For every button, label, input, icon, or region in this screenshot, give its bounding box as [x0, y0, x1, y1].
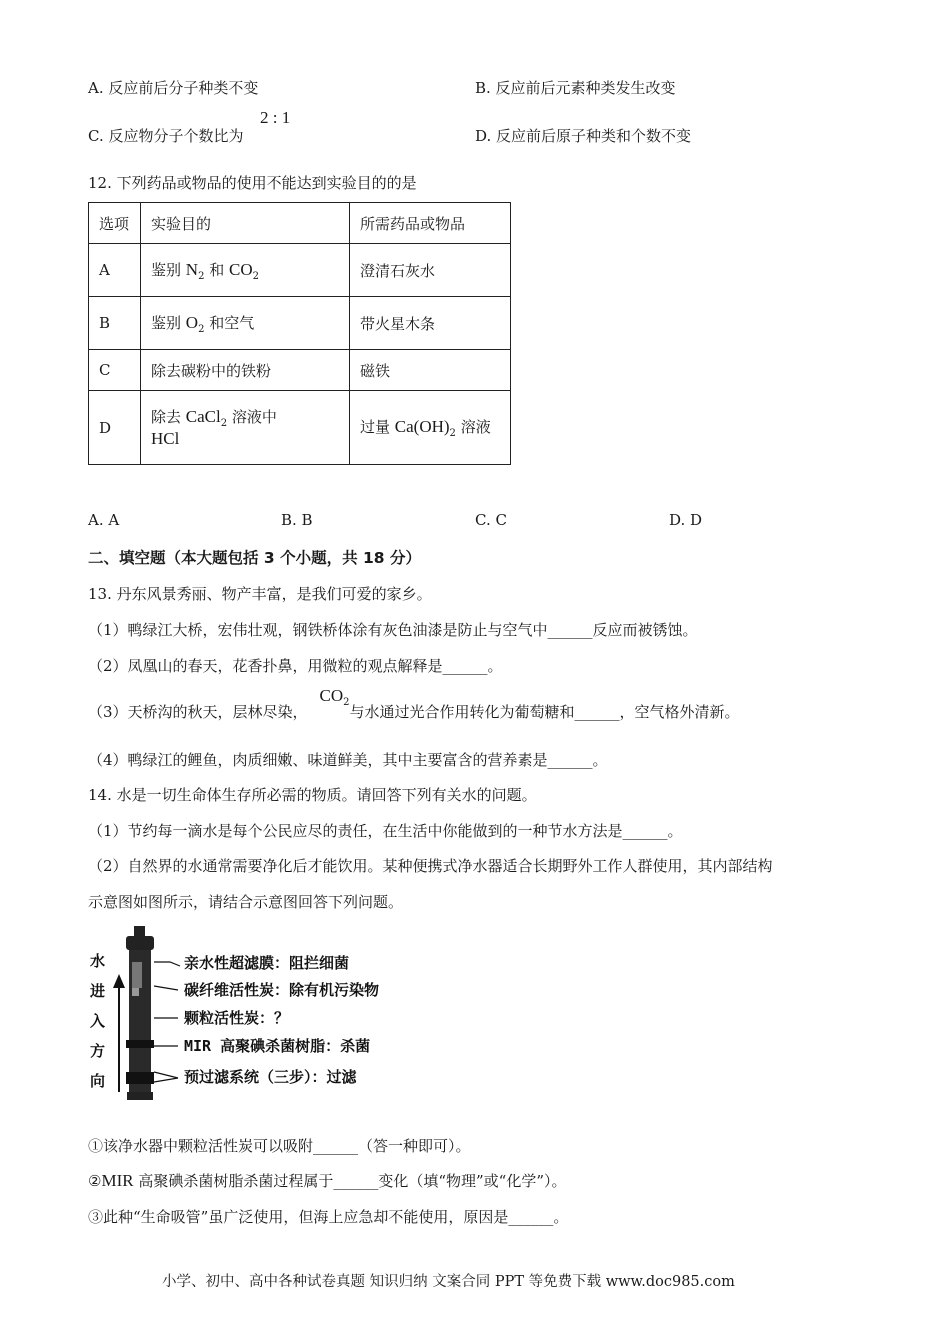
- text: 鉴别: [151, 313, 186, 332]
- q11-option-a: A. 反应前后分子种类不变: [88, 79, 259, 97]
- row-purpose: [141, 297, 350, 350]
- formula: N: [185, 259, 199, 279]
- table-row: [89, 350, 511, 391]
- q14-c2: [88, 1170, 567, 1191]
- label-carbon-fiber: 碳纤维活性炭：除有机污染物: [184, 981, 380, 999]
- label-mir-resin: MIR 高聚碘杀菌树脂：杀菌: [184, 1037, 371, 1055]
- formula: Ca(OH): [394, 417, 450, 436]
- side-char: 方: [90, 1042, 106, 1060]
- q14-c3: ③此种“生命吸管”虽广泛使用，但海上应急却不能使用，原因是______。: [88, 1208, 569, 1226]
- formula: CO: [319, 686, 344, 705]
- text: 溶液: [455, 418, 491, 436]
- page-footer: 小学、初中、高中各种试卷真题 知识归纳 文案合同 PPT 等免费下载 www.doc985.com: [162, 1274, 735, 1290]
- row-option: D: [89, 391, 141, 465]
- table-row: [89, 297, 511, 350]
- text: 与水通过光合作用转化为葡萄糖和______，空气格外清新。: [349, 703, 740, 721]
- subscript: 2: [198, 323, 205, 335]
- side-char: 水: [90, 952, 106, 970]
- subscript: 2: [198, 270, 205, 282]
- q11-option-c-ratio: 2 : 1: [260, 108, 291, 127]
- q13-sub3: [88, 686, 740, 724]
- row-purpose: [141, 244, 350, 297]
- text: 溶液中: [227, 408, 277, 426]
- text: 高聚碘杀菌树脂杀菌过程属于______变化（填“物理”或“化学”）。: [133, 1172, 567, 1190]
- q14-c1: ①该净水器中颗粒活性炭可以吸附______（答一种即可）。: [88, 1137, 471, 1155]
- side-char: 向: [90, 1072, 106, 1090]
- q13-sub1: （1）鸭绿江大桥，宏伟壮观，钢铁桥体涂有灰色油漆是防止与空气中______反应而被锈蚀。: [88, 621, 698, 639]
- text: 和空气: [204, 313, 255, 332]
- q11-option-c: C. 反应物分子个数比为: [88, 127, 244, 145]
- q11-option-b: B. 反应前后元素种类发生改变: [475, 79, 676, 97]
- answer-option-d: D. D: [669, 511, 703, 529]
- row-purpose: [141, 391, 350, 465]
- row-purpose: 除去碳粉中的铁粉: [141, 350, 350, 391]
- text: （3）天桥沟的秋天，层林尽染，: [88, 703, 308, 721]
- answer-option-c: C. C: [475, 511, 507, 529]
- q13-sub4: （4）鸭绿江的鲤鱼，肉质细嫩、味道鲜美，其中主要富含的营养素是______。: [88, 751, 608, 769]
- answer-option-b: B. B: [281, 511, 313, 529]
- label-ultrafiltration: 亲水性超滤膜：阻拦细菌: [184, 954, 350, 972]
- row-item: 澄清石灰水: [350, 244, 511, 297]
- formula: O: [185, 312, 199, 332]
- subscript: 2: [343, 697, 350, 708]
- section-title: 二、填空题（本大题包括 3 个小题，共 18 分）: [88, 549, 421, 567]
- text: ②: [88, 1172, 102, 1190]
- label-pointers: [154, 962, 180, 1082]
- formula: CaCl: [185, 407, 221, 426]
- header-item: 所需药品或物品: [350, 203, 511, 244]
- subscript: 2: [220, 418, 228, 429]
- text: 和: [204, 260, 229, 279]
- label-prefilter: 预过滤系统（三步）：过滤: [184, 1068, 357, 1086]
- row-option: A: [89, 244, 141, 297]
- row-item: 带火星木条: [350, 297, 511, 350]
- table-header-row: [89, 203, 511, 244]
- row-item: 磁铁: [350, 350, 511, 391]
- q11-option-d: D. 反应前后原子种类和个数不变: [475, 127, 692, 145]
- q14-sub2-line2: 示意图如图所示，请结合示意图回答下列问题。: [88, 893, 404, 911]
- up-arrow-icon: [113, 974, 125, 1092]
- q12-stem: 12. 下列药品或物品的使用不能达到实验目的的是: [88, 174, 417, 192]
- text: 鉴别: [151, 260, 186, 279]
- q14-stem: 14. 水是一切生命体生存所必需的物质。请回答下列有关水的问题。: [88, 786, 537, 804]
- header-option: 选项: [89, 203, 141, 244]
- formula: CO: [228, 259, 253, 279]
- label-granular-carbon: 颗粒活性炭：？: [184, 1009, 290, 1027]
- filter-tube: [126, 926, 154, 1100]
- text: 除去: [151, 408, 186, 426]
- header-purpose: 实验目的: [141, 203, 350, 244]
- q13-stem: 13. 丹东风景秀丽、物产丰富，是我们可爱的家乡。: [88, 585, 432, 603]
- table-row: [89, 391, 511, 465]
- q13-sub2: （2）凤凰山的春天，花香扑鼻，用微粒的观点解释是______。: [88, 657, 503, 675]
- water-purifier-diagram: [88, 922, 423, 1102]
- row-option: C: [89, 350, 141, 391]
- subscript: 2: [449, 428, 456, 439]
- q12-options-table: [88, 202, 511, 465]
- subscript: 2: [252, 270, 259, 282]
- co2-formula: [319, 686, 350, 708]
- row-item: [350, 391, 511, 465]
- answer-option-a: A. A: [88, 511, 120, 529]
- table-row: [89, 244, 511, 297]
- text: 过量: [360, 418, 395, 436]
- q14-sub2-line1: （2）自然界的水通常需要净化后才能饮用。某种便携式净水器适合长期野外工作人群使用，其内部结构: [88, 857, 773, 875]
- side-char: 入: [90, 1012, 106, 1030]
- side-label: [89, 952, 105, 1090]
- row-option: B: [89, 297, 141, 350]
- side-char: 进: [90, 982, 106, 1000]
- formula: MIR: [101, 1171, 134, 1190]
- formula: HCl: [151, 429, 180, 448]
- q14-sub1: （1）节约每一滴水是每个公民应尽的责任，在生活中你能做到的一种节水方法是______。: [88, 822, 683, 840]
